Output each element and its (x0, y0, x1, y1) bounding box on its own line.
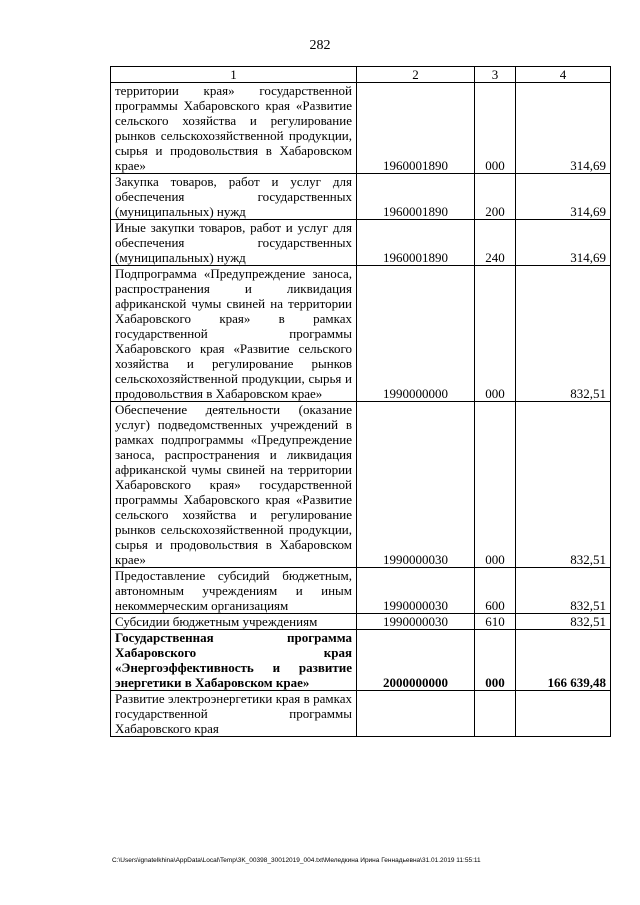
row-type: 000 (475, 83, 516, 174)
row-name: Подпрограмма «Предупреждение заноса, распространения и ликвидация африканской чумы свиней на территории Хабаровского края» в рамках государственной программы Хабаровского края «Развитие сельского хозяйства и регулирование рынков сельскохозяйственной продукции, сырья и продовольствия в Хабаровском крае» (111, 266, 357, 402)
table-row (111, 568, 611, 614)
row-amount: 314,69 (516, 174, 611, 220)
row-type: 200 (475, 174, 516, 220)
page-number: 282 (309, 38, 331, 53)
row-code: 2000000000 (357, 630, 475, 691)
file-path-footer: C:\Users\ignatelkhina\AppData\Local\Temp\3K_00398_30012019_004.txt\Меледкина Ирина Геннадьевна\31.01.2019 11:55:11 (112, 857, 481, 864)
table-row (111, 402, 611, 568)
column-header-1: 1 (111, 67, 357, 83)
column-header-4: 4 (516, 67, 611, 83)
row-code (357, 691, 475, 737)
row-name: Иные закупки товаров, работ и услуг для обеспечения государственных (муниципальных) нужд (111, 220, 357, 266)
row-name: Развитие электроэнергетики края в рамках государственной программы Хабаровского края (111, 691, 357, 737)
table-row (111, 691, 611, 737)
row-type: 000 (475, 402, 516, 568)
row-type: 610 (475, 614, 516, 630)
row-type: 240 (475, 220, 516, 266)
table-row (111, 83, 611, 174)
table-row-program (111, 630, 611, 691)
row-amount: 314,69 (516, 83, 611, 174)
row-type (475, 691, 516, 737)
table-row (111, 614, 611, 630)
row-type: 000 (475, 266, 516, 402)
table-row (111, 266, 611, 402)
row-code: 1990000030 (357, 568, 475, 614)
row-type: 600 (475, 568, 516, 614)
row-amount: 832,51 (516, 568, 611, 614)
row-code: 1960001890 (357, 83, 475, 174)
row-name: Обеспечение деятельности (оказание услуг) подведомственных учреждений в рамках подпрограммы «Предупреждение заноса, распространения и ликвидация африканской чумы свиней на территории Хабаровского края» государственной программы Хабаровского края «Развитие сельского хозяйства и регулирование рынков сельскохозяйственной продукции, сырья и продовольствия в Хабаровском крае» (111, 402, 357, 568)
row-name: Закупка товаров, работ и услуг для обеспечения государственных (муниципальных) нужд (111, 174, 357, 220)
row-name: Государственная программа Хабаровского края «Энергоэффективность и развитие энергетики в Хабаровском крае» (111, 630, 357, 691)
row-code: 1960001890 (357, 174, 475, 220)
table-row (111, 174, 611, 220)
row-amount: 166 639,48 (516, 630, 611, 691)
row-name: Предоставление субсидий бюджетным, автономным учреждениям и иным некоммерческим организациям (111, 568, 357, 614)
row-name: Субсидии бюджетным учреждениям (111, 614, 357, 630)
table-header-row (111, 67, 611, 83)
table-row (111, 220, 611, 266)
row-code: 1990000000 (357, 266, 475, 402)
row-amount: 314,69 (516, 220, 611, 266)
row-code: 1990000030 (357, 402, 475, 568)
column-header-2: 2 (357, 67, 475, 83)
budget-table (110, 66, 611, 737)
row-code: 1990000030 (357, 614, 475, 630)
row-amount: 832,51 (516, 402, 611, 568)
row-name: территории края» государственной программы Хабаровского края «Развитие сельского хозяйства и регулирование рынков сельскохозяйственной продукции, сырья и продовольствия в Хабаровском крае» (111, 83, 357, 174)
row-code: 1960001890 (357, 220, 475, 266)
row-amount: 832,51 (516, 266, 611, 402)
row-type: 000 (475, 630, 516, 691)
column-header-3: 3 (475, 67, 516, 83)
row-amount (516, 691, 611, 737)
row-amount: 832,51 (516, 614, 611, 630)
